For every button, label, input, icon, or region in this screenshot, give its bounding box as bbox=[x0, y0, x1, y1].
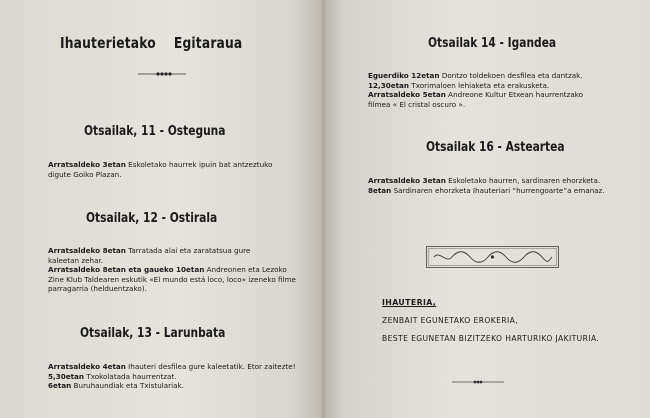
event-text: Txokolatada haurrentzat. bbox=[86, 371, 177, 381]
event-time: Arratsaldeko 3etan bbox=[48, 160, 126, 169]
title-word-1: Ihauterietako bbox=[60, 34, 156, 52]
event-text: Eskoletako haurren, sardinaren ehorzketa. bbox=[448, 176, 601, 185]
event-text: filmea « El cristal oscuro ». bbox=[368, 99, 466, 109]
left-page bbox=[0, 0, 324, 418]
event-text: Andreonen eta Lezoko bbox=[206, 265, 287, 275]
day-sunday-events bbox=[368, 71, 583, 109]
closing-heading: IHAUTERIA, bbox=[382, 298, 437, 307]
event-text: Buruhaundiak eta Txistulariak. bbox=[73, 381, 184, 391]
event-time: 8etan bbox=[368, 185, 392, 195]
right-page bbox=[324, 0, 650, 418]
event-text: Andreone Kultur Etxean haurrentzako bbox=[448, 90, 584, 100]
event-time: Arratsaldeko 4etan bbox=[48, 362, 126, 371]
title-word-2: Egitaraua bbox=[173, 34, 243, 52]
event-text: Zine Klub Taldearen eskutik «El mundo está loco, loco» izeneko filme bbox=[48, 274, 296, 284]
event-text: Ihauteri desfilea gure kaleetatik. Etor zaitezte! bbox=[128, 362, 296, 371]
event-text: Tarratada alai eta zaratatsua gure bbox=[128, 246, 251, 255]
event-time: Arratsaldeko 8etan eta gaueko 10etan bbox=[48, 265, 205, 275]
event-text: Txorimaloen lehiaketa eta erakusketa. bbox=[411, 80, 550, 90]
event-text: Eskoletako haurrek ipuin bat antzeztuko bbox=[128, 160, 273, 169]
day-friday-events bbox=[48, 246, 296, 294]
closing-ornament bbox=[452, 378, 504, 386]
day-heading-tuesday: Otsailak 16 - Asteartea bbox=[426, 140, 565, 155]
program-title bbox=[60, 34, 243, 52]
event-text: kaleetan zehar. bbox=[48, 255, 104, 265]
title-ornament bbox=[138, 70, 186, 78]
event-text: Sardinaren ehorzketa Ihauteriari “hurrengoarte”a emanaz. bbox=[393, 185, 605, 195]
event-text: Dontzo toldekoen desfilea eta dantzak. bbox=[441, 71, 583, 80]
day-heading-thursday: Otsailak, 11 - Osteguna bbox=[84, 124, 226, 139]
day-tuesday-events bbox=[368, 176, 605, 195]
closing-line-2: BESTE EGUNETAN BIZITZEKO HARTURIKO JAKITURIA. bbox=[382, 334, 600, 343]
event-time: Arratsaldeko 5etan bbox=[368, 90, 446, 100]
day-thursday-events bbox=[48, 160, 272, 179]
closing-line-1: ZENBAIT EGUNETAKO EROKERIA, bbox=[382, 316, 519, 325]
day-saturday-events bbox=[48, 362, 296, 391]
day-heading-sunday: Otsailak 14 - Igandea bbox=[428, 36, 557, 51]
event-text: parragarria (helduentzako). bbox=[48, 284, 147, 294]
event-time: 6etan bbox=[48, 381, 72, 391]
day-heading-friday: Otsailak, 12 - Ostirala bbox=[86, 211, 218, 226]
event-time: 12,30etan bbox=[368, 80, 410, 90]
decorative-scroll-ornament bbox=[426, 246, 559, 268]
event-time: Arratsaldeko 8etan bbox=[48, 246, 126, 255]
day-heading-saturday: Otsailak, 13 - Larunbata bbox=[80, 326, 226, 341]
event-text: digute Goiko Plazan. bbox=[48, 169, 122, 179]
event-time: 5,30etan bbox=[48, 371, 85, 381]
event-time: Eguerdiko 12etan bbox=[368, 71, 440, 80]
event-time: Arratsaldeko 3etan bbox=[368, 176, 446, 185]
